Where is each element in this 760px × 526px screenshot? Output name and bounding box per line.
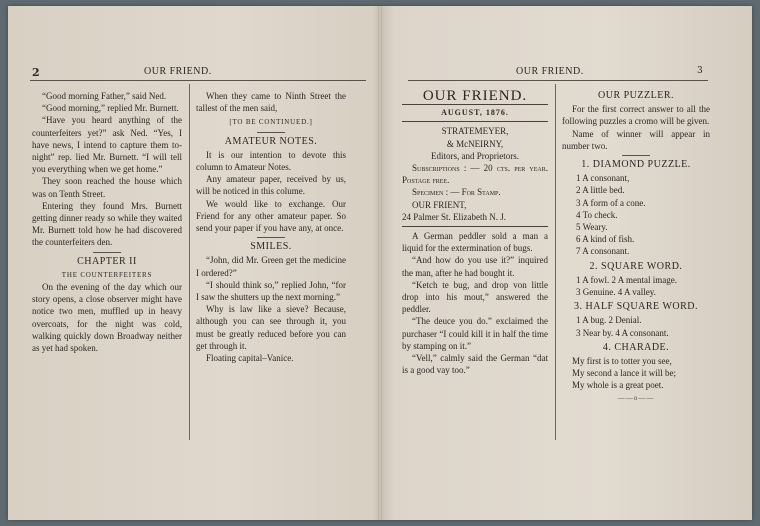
list-item: 3 Genuine. 4 A valley. (576, 287, 656, 298)
paragraph: Floating capital–Vanice. (206, 353, 294, 364)
paragraph: “Have you heard anything of the counterfeiters yet?” ask Ned. “Yes, I have news, I intend to capture them to-night” rep. lied Mr. Burnett. “I will tell you everything when we get home.” (32, 115, 182, 175)
charade-line: My second a lance it will be; (572, 368, 676, 379)
list-item: 4 To check. (576, 209, 618, 220)
paragraph: When they came to Ninth Street the tallest of the men said, (196, 91, 346, 114)
chapter-heading: CHAPTER II (77, 255, 137, 267)
paragraph: A German peddler sold a man a liquid for the extermination of bugs. (402, 231, 548, 254)
chapter-subtitle: THE COUNTERFEITERS (61, 270, 153, 279)
list-item: 1 A fowl. 2 A mental image. (576, 274, 677, 285)
left-page (8, 0, 378, 526)
paragraph: It is our intention to devote this column to Amateur Notes. (196, 149, 346, 173)
section-heading: AMATEUR NOTES. (224, 135, 318, 147)
paragraph: We would like to exchange. Our Friend for any other amateur paper. So send your paper if you have any, at once. (196, 198, 346, 234)
publisher-line: Editors, and Proprietors. (431, 150, 519, 161)
paragraph: “Vell,” calmly said the German “dat is a good vay too.” (402, 353, 548, 376)
list-item: 1 A bug. 2 Denial. (576, 315, 642, 326)
divider (257, 132, 285, 133)
puzzle-heading: 2. SQUARE WORD. (589, 260, 683, 272)
divider (402, 121, 548, 122)
dateline: AUGUST, 1876. (441, 108, 509, 118)
divider (93, 252, 121, 253)
paragraph: For the first correct answer to all the following puzzles a cromo will be given. (562, 104, 710, 127)
divider (622, 155, 650, 156)
right-page (382, 0, 752, 526)
puzzle-heading: 1. DIAMOND PUZZLE. (581, 159, 691, 171)
right-column-2 (562, 90, 710, 404)
puzzle-heading: 3. HALF SQUARE WORD. (574, 301, 698, 313)
right-column-1 (402, 90, 548, 376)
paragraph: They soon reached the house which was on Tenth Street. (32, 176, 182, 199)
running-head: OUR FRIEND. (144, 66, 212, 77)
paragraph: Any amateur paper, received by us, will be noticed in this colume. (196, 174, 346, 197)
divider (402, 104, 548, 105)
paragraph: “Good morning Father,” said Ned. (42, 91, 167, 101)
paragraph: “I should think so,” replied John, “for I saw the shutters up the next morning.” (196, 279, 346, 303)
paragraph: “And how do you use it?” inquired the man, after he had bought it. (402, 255, 548, 278)
column-rule (189, 84, 190, 440)
paragraph: Name of winner will appear in number two. (562, 128, 710, 151)
list-item: 3 A form of a cone. (576, 197, 646, 208)
page-number: 3 (697, 66, 703, 76)
address-name: OUR FRIENT, (412, 199, 467, 210)
specimen: Specimen : — For Stamp. (412, 187, 501, 198)
paragraph: On the evening of the day which our story opens, a close observer might have notice two men, muffled up in heavy overcoats, for the night was cold, walking quickly down Broadway neither as yet had spoken. (32, 282, 182, 354)
list-item: 3 Near by. 4 A consonant. (576, 327, 669, 338)
header-rule (408, 80, 708, 81)
header-rule (30, 80, 366, 81)
divider (402, 226, 548, 227)
to-be-continued: [TO BE CONTINUED.] (229, 118, 313, 127)
list-item: 5 Weary. (576, 222, 608, 233)
list-item: 2 A little bed. (576, 185, 625, 196)
section-heading: SMILES. (250, 241, 292, 253)
paragraph: “John, did Mr. Green get the medicine I ordered?” (196, 255, 346, 278)
column-rule (555, 84, 556, 440)
running-head: OUR FRIEND. (516, 66, 584, 77)
divider (257, 237, 285, 238)
list-item: 1 A consonant, (576, 173, 630, 184)
left-column-1 (32, 90, 182, 354)
list-item: 7 A consonant. (576, 246, 630, 257)
paragraph: “Good morning,” replied Mr. Burnett. (42, 103, 179, 114)
list-item: 6 A kind of fish. (576, 234, 635, 245)
left-column-2 (196, 90, 346, 364)
publisher-line: STRATEMEYER, (441, 126, 509, 137)
end-ornament: ——o—— (617, 393, 655, 402)
subscriptions: Subscriptions : — 20 cts. per year. Postage free. (402, 163, 548, 186)
publisher-line: & McNEIRNY, (446, 138, 504, 149)
charade-line: My whole is a great poet. (572, 380, 664, 391)
paragraph: Why is law like a sieve? Because, although you can see through it, you must be greatly reduced before you can get through it. (196, 304, 346, 351)
paragraph: “The deuce you do.” exclaimed the purchaser “I could kill it in half the time by stamping on it.” (402, 316, 548, 351)
address-line: 24 Palmer St. Elizabeth N. J. (402, 211, 506, 222)
masthead: OUR FRIEND. (422, 88, 528, 104)
puzzler-heading: OUR PUZZLER. (598, 90, 674, 101)
charade-line: My first is to totter you see, (572, 356, 672, 367)
paragraph: Entering they found Mrs. Burnett getting dinner ready so while they waited Mr. Burnett told how he had discovered the counterfeiters den. (32, 200, 182, 248)
paragraph: “Ketch te bug, and drop von little drop into his mout,” answered the peddler. (402, 279, 548, 315)
page-number: 2 (32, 66, 40, 79)
puzzle-heading: 4. CHARADE. (602, 341, 670, 353)
